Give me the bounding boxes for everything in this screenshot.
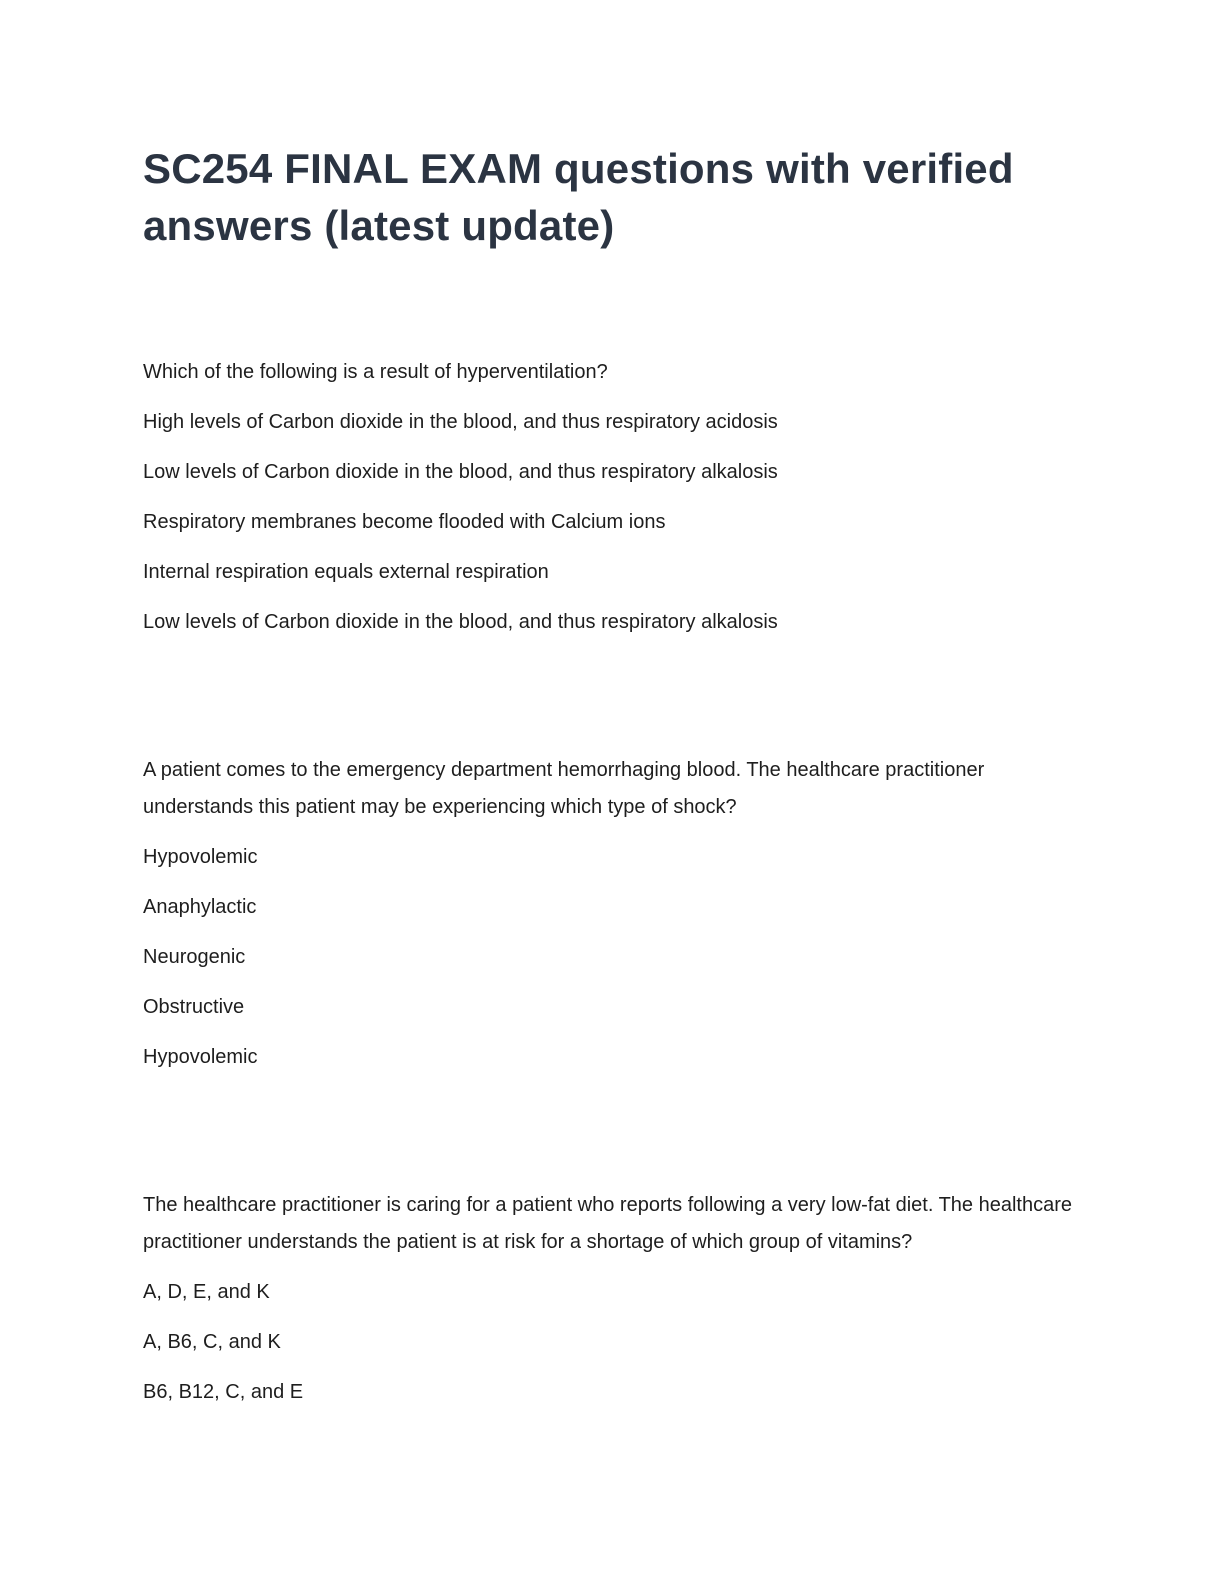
question-block-1 — [143, 354, 1081, 641]
answer-option: Respiratory membranes become flooded with Calcium ions — [143, 511, 666, 533]
question-block-3 — [143, 1187, 1081, 1411]
section-spacer — [143, 654, 1081, 752]
answer-option: A, D, E, and K — [143, 1281, 270, 1303]
answer-option: B6, B12, C, and E — [143, 1381, 304, 1403]
question-text: The healthcare practitioner is caring for a patient who reports following a very low-fat diet. The healthcare practitioner understands the patient is at risk for a shortage of which group of vitamins? — [143, 1194, 1073, 1253]
question-block-2 — [143, 752, 1081, 1076]
answer-option: Internal respiration equals external respiration — [143, 561, 549, 583]
answer-option: Obstructive — [143, 996, 245, 1018]
answer-option: A, B6, C, and K — [143, 1331, 281, 1353]
answer-option: Neurogenic — [143, 946, 246, 968]
document-title: SC254 FINAL EXAM questions with verified answers (latest update) — [143, 145, 1014, 249]
answer-option: Low levels of Carbon dioxide in the blood, and thus respiratory alkalosis — [143, 461, 778, 483]
section-spacer — [143, 1089, 1081, 1187]
answer-option: Hypovolemic — [143, 1046, 258, 1068]
answer-option: Anaphylactic — [143, 896, 257, 918]
answer-option: Hypovolemic — [143, 846, 258, 868]
question-text: A patient comes to the emergency department hemorrhaging blood. The healthcare practitioner understands this patient may be experiencing which type of shock? — [143, 759, 985, 818]
answer-option: Low levels of Carbon dioxide in the blood, and thus respiratory alkalosis — [143, 611, 778, 633]
question-text: Which of the following is a result of hyperventilation? — [143, 361, 608, 383]
answer-option: High levels of Carbon dioxide in the blood, and thus respiratory acidosis — [143, 411, 778, 433]
